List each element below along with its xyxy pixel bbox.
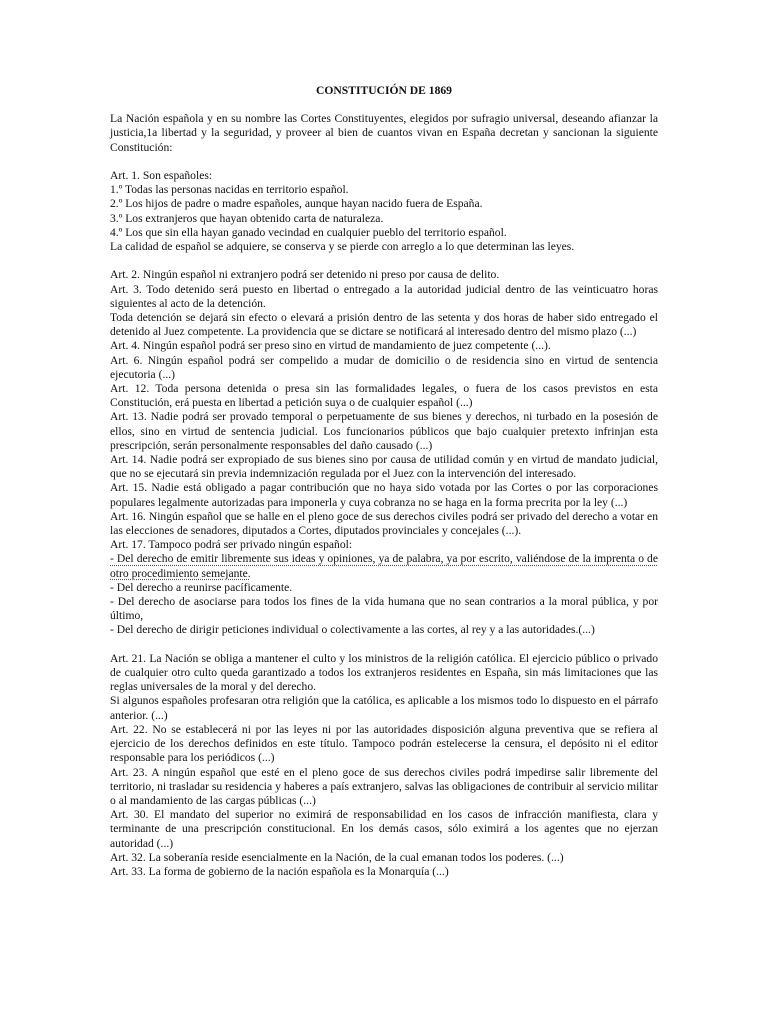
article-paragraph: Art. 3. Todo detenido será puesto en libertad o entregado a la autoridad judicial dentro de las veinticuatro horas siguientes al acto de la detención. [110, 282, 658, 310]
article-1-item: 2.º Los hijos de padre o madre españoles, aunque hayan nacido fuera de España. [110, 197, 483, 211]
article-paragraph: Art. 16. Ningún español que se halle en el pleno goce de sus derechos civiles podrá ser privado del derecho a votar en las elecciones de senadores, diputados a Cortes, diputados provinciales y concejales (...). [110, 509, 658, 538]
article-1-heading: Art. 1. Son españoles: [110, 169, 213, 182]
article-1-tail: La calidad de español se adquiere, se conserva y se pierde con arreglo a lo que determinan las leyes. [110, 240, 575, 254]
preamble-paragraph: La Nación española y en su nombre las Cortes Constituyentes, elegidos por sufragio universal, deseando afianzar la justicia,1a libertad y la seguridad, y proveer al bien de cuantos vivan en España decretan y sancionan la siguiente Constitución: [110, 112, 658, 154]
document-title: CONSTITUCIÓN DE 1869 [316, 84, 452, 97]
article-paragraph: Art. 6. Ningún español podrá ser compelido a mudar de domicilio o de residencia sino en virtud de sentencia ejecutoria (...) [110, 353, 658, 381]
article-paragraph: Art. 30. El mandato del superior no eximirá de responsabilidad en los casos de infracción manifiesta, clara y terminante de una prescripción constitucional. En los demás casos, sólo eximirá a los agentes que no ejerzan autoridad (...) [110, 808, 658, 850]
spacer [110, 254, 658, 268]
article-1-item: 1.º Todas las personas nacidas en territorio español. [110, 183, 349, 197]
article-paragraph: Art. 23. A ningún español que esté en el pleno goce de sus derechos civiles podrá impedirse salir libremente del territorio, ni trasladar su residencia y haberes a país extranjero, salvas las obligaciones de contribuir al servicio militar o al mandamiento de las cargas públicas (...) [110, 765, 658, 807]
article-paragraph: Art. 4. Ningún español podrá ser preso sino en virtud de mandamiento de juez competente (...). [110, 339, 551, 353]
article-paragraph: Art. 14. Nadie podrá ser expropiado de sus bienes sino por causa de utilidad común y en virtud de mandato judicial, que no se ejecutará sin previa indemnización regulada por el Juez con la intervención del interesado. [110, 453, 658, 481]
article-paragraph: Art. 17. Tampoco podrá ser privado ningún español: [110, 538, 353, 552]
article-17-freedom-of-expression: - Del derecho de emitir libremente sus ideas y opiniones, ya de palabra, ya por escrito, valiéndose de la imprenta o de otro procedimiento semejante. [110, 552, 658, 580]
article-1-item: 3.º Los extranjeros que hayan obtenido carta de naturaleza. [110, 211, 384, 225]
article-1-item: 4.º Los que sin ella hayan ganado vecindad en cualquier pueblo del territorio español. [110, 225, 507, 239]
article-17-item: - Del derecho a reunirse pacíficamente. [110, 580, 293, 594]
spacer [110, 638, 658, 652]
article-paragraph: Art. 2. Ningún español ni extranjero podrá ser detenido ni preso por causa de delito. [110, 268, 500, 282]
document-page [110, 84, 658, 879]
article-paragraph: Art. 21. La Nación se obliga a mantener el culto y los ministros de la religión católica. El ejercicio público o privado de cualquier otro culto queda garantizado a todos los extranjeros residentes en España, sin más limitaciones que las reglas universales de la moral y del derecho. [110, 651, 658, 694]
spacer [110, 155, 658, 169]
article-paragraph: Art. 15. Nadie está obligado a pagar contribución que no haya sido votada por las Cortes o por las corporaciones populares legalmente autorizadas para imponerla y cuya cobranza no se haga en la forma precrita por la ley (...) [110, 481, 658, 509]
article-paragraph: Art. 33. La forma de gobierno de la nación española es la Monarquía (...) [110, 864, 449, 878]
article-paragraph: Art. 32. La soberanía reside esencialmente en la Nación, de la cual emanan todos los poderes. (...) [110, 850, 564, 864]
article-paragraph: Art. 12. Toda persona detenida o presa sin las formalidades legales, o fuera de los casos previstos en esta Constitución, erá puesta en libertad a petición suya o de cualquier español (...) [110, 382, 658, 410]
article-17-item: - Del derecho de asociarse para todos los fines de la vida humana que no sean contrarios a la moral pública, y por último, [110, 595, 658, 623]
article-paragraph: Si algunos españoles profesaran otra religión que la católica, es aplicable a los mismos todo lo dispuesto en el párrafo anterior. (...) [110, 694, 658, 722]
article-paragraph: Art. 22. No se establecerá ni por las leyes ni por las autoridades disposición alguna preventiva que se refiera al ejercicio de los derechos definidos en este título. Tampoco podrán estelecerse la censura, el depósito ni el editor responsable para los periódicos (...) [110, 722, 658, 765]
article-paragraph: Toda detención se dejará sin efecto o elevará a prisión dentro de las setenta y dos horas de haber sido entregado el detenido al Juez competente. La providencia que se dictare se notificará al interesado dentro del mismo plazo (...) [110, 311, 658, 339]
article-paragraph: Art. 13. Nadie podrá ser provado temporal o perpetuamente de sus bienes y derechos, ni turbado en la posesión de ellos, sino en virtud de sentencia judicial. Los funcionarios públicos que bajo cualquier pretexto infrinjan esta prescripción, serán personalmente responsables del daño causado (...) [110, 410, 658, 452]
article-17-item: - Del derecho de dirigir peticiones individual o colectivamente a las cortes, al rey y a las autoridades.(...) [110, 623, 595, 637]
